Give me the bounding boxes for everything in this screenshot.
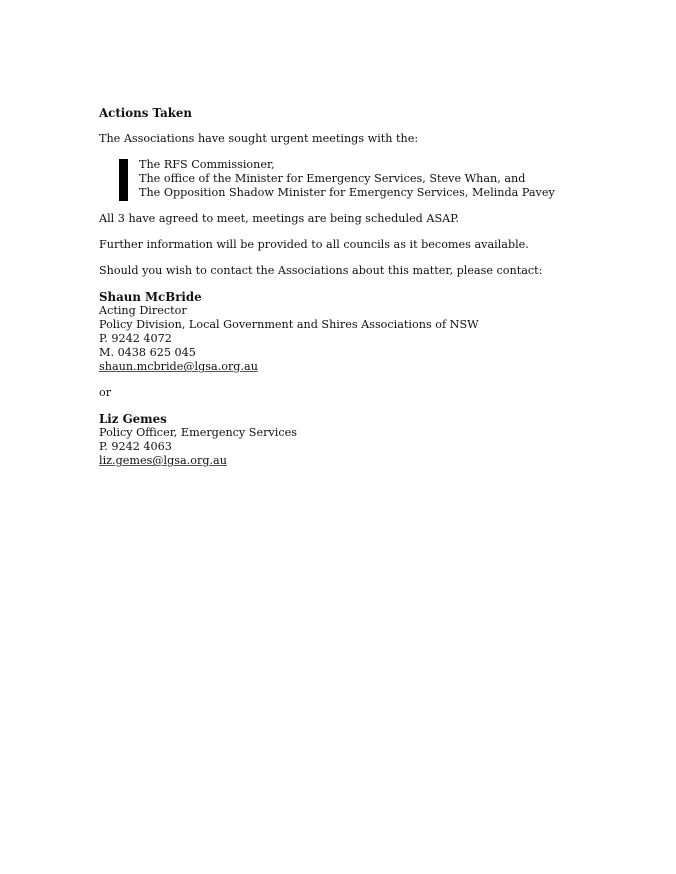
meeting-item: The RFS Commissioner, [139,158,275,171]
contact-organisation: Policy Division, Local Government and Shires Associations of NSW [99,318,479,331]
contact-mobile: M. 0438 625 045 [99,346,196,359]
meeting-item: The Opposition Shadow Minister for Emergency Services, Melinda Pavey [139,186,555,199]
contact-email-link[interactable]: shaun.mcbride@lgsa.org.au [99,360,258,373]
separator-text: or [99,386,112,399]
contact-title: Acting Director [99,304,187,317]
quote-bar [119,159,128,201]
meetings-list [99,158,659,200]
contact-title: Policy Officer, Emergency Services [99,426,297,439]
further-info-paragraph: Further information will be provided to all councils as it becomes available. [99,238,529,251]
contact-block-shaun [99,290,659,374]
agreed-paragraph: All 3 have agreed to meet, meetings are being scheduled ASAP. [99,212,460,225]
contact-name: Liz Gemes [99,412,167,426]
document-body [99,106,659,480]
contact-name: Shaun McBride [99,290,202,304]
intro-paragraph: The Associations have sought urgent meetings with the: [99,132,419,145]
contact-phone: P. 9242 4063 [99,440,172,453]
section-heading: Actions Taken [99,106,193,120]
contact-phone: P. 9242 4072 [99,332,172,345]
contact-email-link[interactable]: liz.gemes@lgsa.org.au [99,454,227,467]
contact-intro-paragraph: Should you wish to contact the Associations about this matter, please contact: [99,264,543,277]
meeting-item: The office of the Minister for Emergency Services, Steve Whan, and [139,172,526,185]
contact-block-liz [99,412,659,468]
